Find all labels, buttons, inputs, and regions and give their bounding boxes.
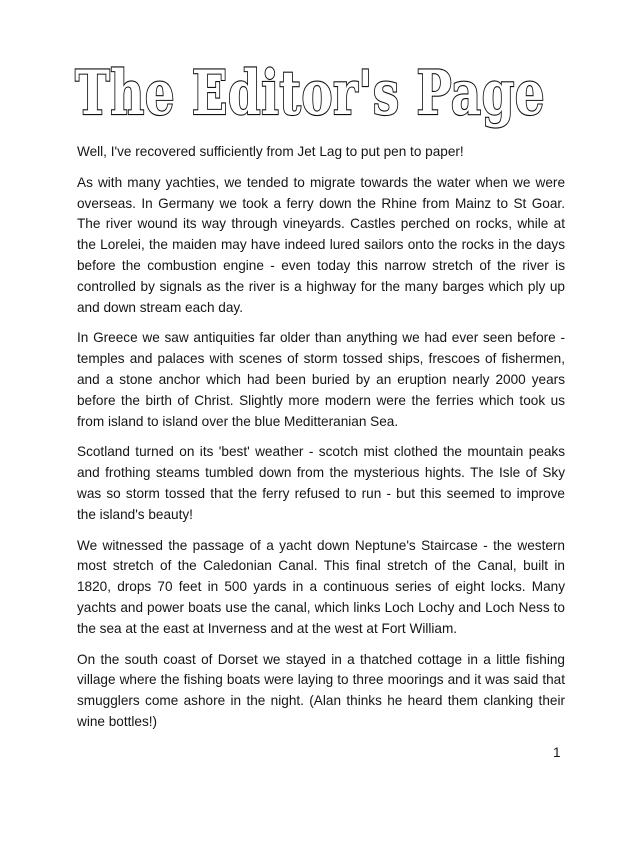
article-body: [77, 142, 565, 743]
paragraph-dorset: On the south coast of Dorset we stayed in a thatched cottage in a little fishing village where the fishing boats were laying to three moorings and it was said that smugglers come ashore in the night. (Alan thinks he heard them clanking their wine bottles!): [77, 651, 565, 729]
paragraph-intro: Well, I've recovered sufficiently from Jet Lag to put pen to paper!: [77, 144, 464, 159]
paragraph-germany: As with many yachties, we tended to migrate towards the water when we were overseas. In Germany we took a ferry down the Rhine from Mainz to St Goar. The river wound its way through vineyards. Castles perched on rocks, while at the Lorelei, the maiden may have indeed lured sailors onto the rocks in the days before the combustion engine - even today this narrow stretch of the river is controlled by signals as the river is a highway for the many barges which ply up and down stream each day.: [77, 174, 565, 315]
page-title: [70, 52, 550, 132]
paragraph-greece: In Greece we saw antiquities far older than anything we had ever seen before - temples and palaces with scenes of storm tossed ships, frescoes of fishermen, and a stone anchor which had been buried by an eruption nearly 2000 years before the birth of Christ. Slightly more modern were the ferries which took us from island to island over the blue Meditteranian Sea.: [77, 330, 565, 429]
paragraph-scotland: Scotland turned on its 'best' weather - scotch mist clothed the mountain peaks and frothing steams tumbled down from the mysterious hights. The Isle of Sky was so storm tossed that the ferry refused to run - but this seemed to improve the island's beauty!: [77, 444, 565, 522]
page-title-text: The Editor's Page: [75, 58, 545, 129]
outlined-title-graphic: [70, 52, 550, 132]
page-number: 1: [553, 745, 561, 760]
paragraph-caledonian-canal: We witnessed the passage of a yacht down Neptune's Staircase - the western most stretch of the Caledonian Canal. This final stretch of the Canal, built in 1820, drops 70 feet in 500 yards in a continuous series of eight locks. Many yachts and power boats use the canal, which links Loch Lochy and Loch Ness to the sea at the east at Inverness and at the west at Fort William.: [77, 537, 565, 636]
